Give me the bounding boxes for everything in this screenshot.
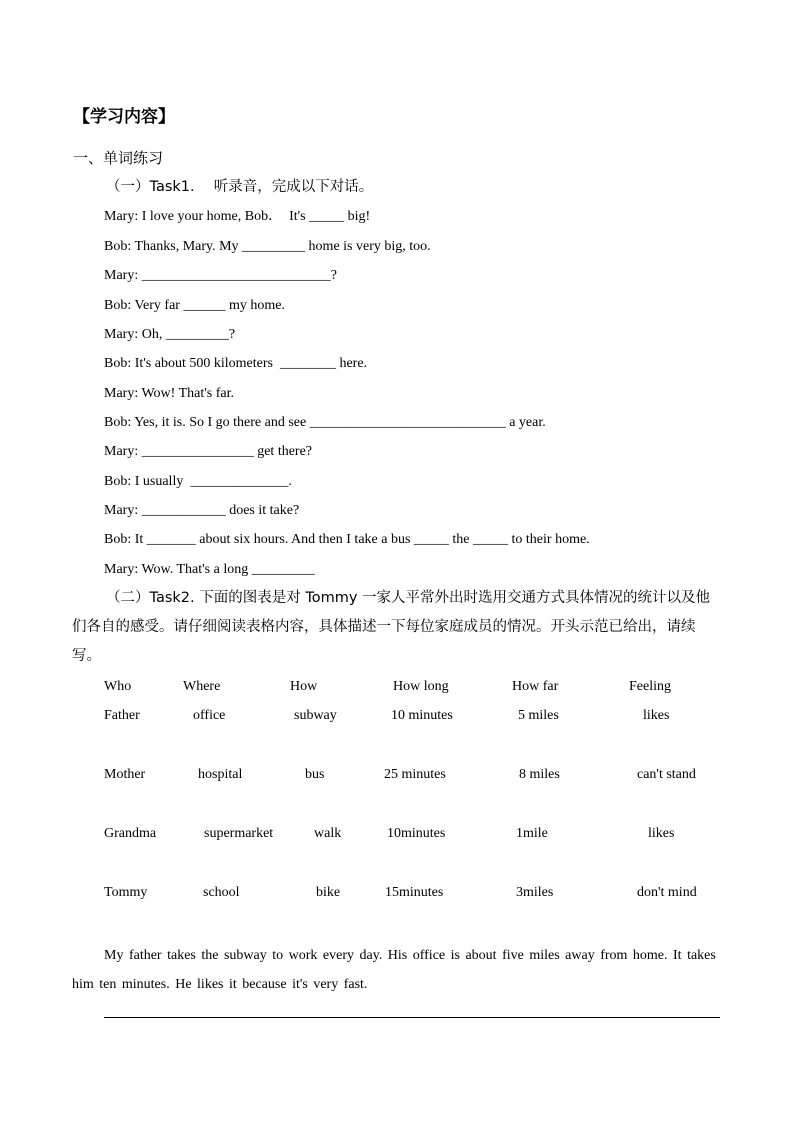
table-header-who: Who — [104, 679, 132, 694]
table-cell: walk — [314, 826, 342, 841]
table-cell: 15minutes — [385, 885, 444, 900]
dialogue-line: Mary: ________________ get there? — [104, 444, 313, 459]
table-cell: Father — [104, 708, 140, 723]
table-cell: 3miles — [516, 885, 554, 900]
table-cell: 5 miles — [518, 708, 559, 723]
dialogue-line: Mary: Oh, _________? — [104, 327, 236, 342]
dialogue-line: Bob: It _______ about six hours. And then I take a bus _____ the _____ to their home. — [104, 532, 590, 547]
dialogue-line: Mary: ___________________________? — [104, 268, 337, 283]
dialogue-line: Bob: Very far ______ my home. — [104, 298, 285, 313]
table-cell: 10minutes — [387, 826, 446, 841]
table-cell: school — [203, 885, 240, 900]
section-title: 一、单词练习 — [73, 149, 164, 167]
dialogue-line: Bob: Yes, it is. So I go there and see ____________________________ a year. — [104, 415, 546, 430]
table-cell: don't mind — [637, 885, 697, 900]
dialogue-line: Mary: I love your home, Bob． It's _____ big! — [104, 209, 371, 224]
dialogue-line: Bob: It's about 500 kilometers ________ here. — [104, 356, 368, 371]
table-cell: Tommy — [104, 885, 148, 900]
table-cell: Grandma — [104, 826, 157, 841]
table-cell: bus — [305, 767, 325, 782]
table-cell: 1mile — [516, 826, 548, 841]
table-cell: bike — [316, 885, 341, 900]
table-header-where: Where — [183, 679, 221, 694]
dialogue-line: Mary: Wow. That's a long _________ — [104, 562, 315, 577]
table-cell: likes — [643, 708, 670, 723]
page-heading: 【学习内容】 — [73, 107, 175, 127]
table-header-how-long: How long — [393, 679, 449, 694]
table-cell: office — [193, 708, 226, 723]
table-cell: 10 minutes — [391, 708, 453, 723]
table-cell: supermarket — [204, 826, 274, 841]
dialogue-line: Mary: ____________ does it take? — [104, 503, 300, 518]
table-header-feeling: Feeling — [629, 679, 671, 694]
table-cell: hospital — [198, 767, 243, 782]
table-header-how: How — [290, 679, 318, 694]
table-cell: can't stand — [637, 767, 696, 782]
table-cell: subway — [294, 708, 337, 723]
table-cell: Mother — [104, 767, 146, 782]
table-cell: 8 miles — [519, 767, 560, 782]
dialogue-line: Mary: Wow! That's far. — [104, 386, 234, 401]
table-cell: likes — [648, 826, 675, 841]
task2-instructions: （二）Task2. 下面的图表是对 Tommy 一家人平常外出时选用交通方式具体情况的统计以及他们各自的感受。请仔细阅读表格内容，具体描述一下每位家庭成员的情况。开头示范已给出，请续写。 — [72, 590, 711, 664]
example-paragraph: My father takes the subway to work every day. His office is about five miles away from home. It takes him ten minutes. He likes it because it's very fast. — [72, 948, 716, 992]
dialogue-line: Bob: I usually ______________. — [104, 474, 292, 489]
dialogue-line: Bob: Thanks, Mary. My _________ home is very big, too. — [104, 239, 431, 254]
answer-line[interactable] — [104, 1017, 720, 1018]
task1-title: （一）Task1． 听录音，完成以下对话。 — [106, 179, 374, 195]
table-cell: 25 minutes — [384, 767, 446, 782]
table-header-how-far: How far — [512, 679, 559, 694]
